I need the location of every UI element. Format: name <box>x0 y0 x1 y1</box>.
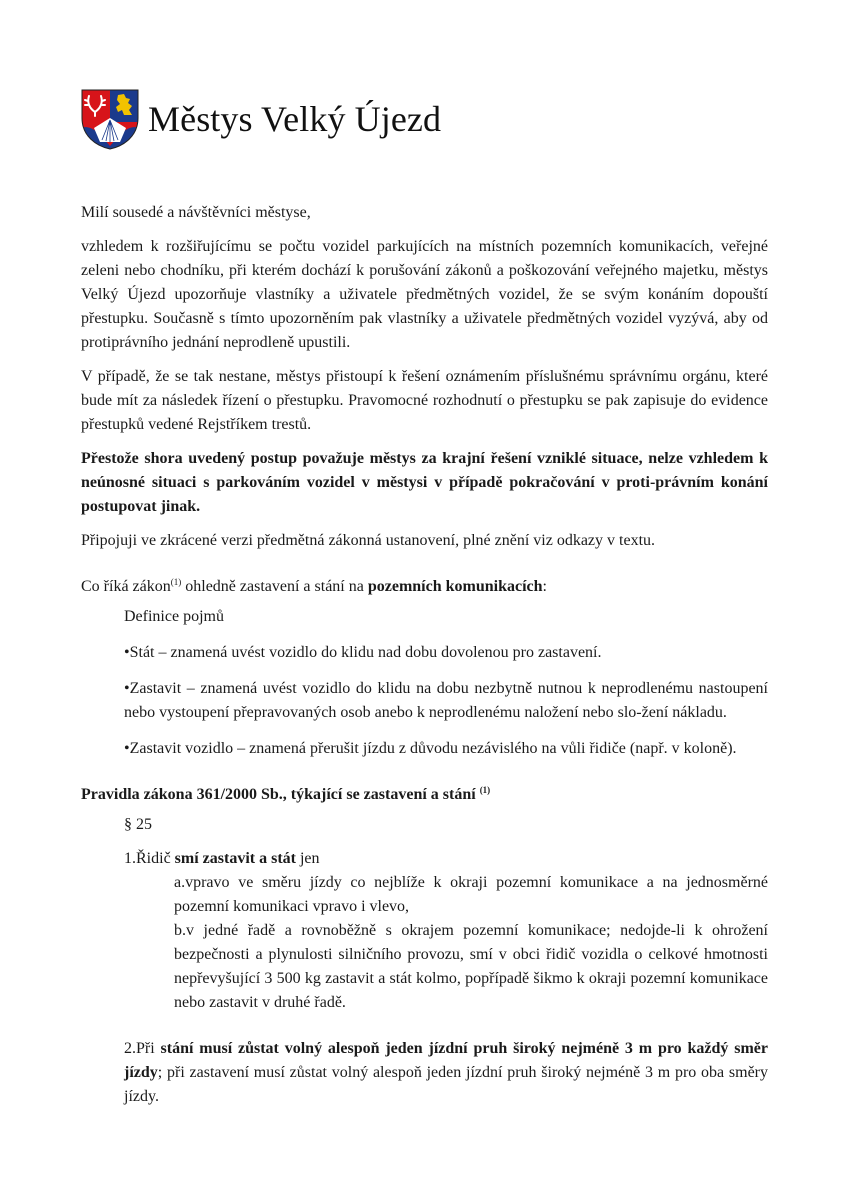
rule-1-prefix: 1.Řidič <box>124 850 175 867</box>
rule-2-prefix: 2.Při <box>124 1040 161 1057</box>
law-intro-suffix: : <box>542 578 547 595</box>
rules-heading <box>81 783 768 807</box>
section-number: § 25 <box>124 816 152 833</box>
definition-item: •Zastavit vozidlo – znamená přerušit jízdu z důvodu nezávislého na vůli řidiče (např. v koloně). <box>124 740 737 757</box>
rule-2-suffix: ; při zastavení musí zůstat volný alespoň jeden jízdní pruh široký nejméně 3 m pro oba směry jízdy. <box>124 1064 768 1105</box>
letter-body <box>81 201 768 1109</box>
definitions-heading: Definice pojmů <box>124 608 224 625</box>
definition-item: •Zastavit – znamená uvést vozidlo do klidu na dobu nezbytně nutnou k neprodlenému nastoupení nebo vystoupení přepravovaných osob anebo k neprodlenému naložení nebo slo-žení nákladu. <box>124 680 768 721</box>
footnote-ref: (1) <box>170 577 182 587</box>
coat-of-arms-icon <box>80 88 140 150</box>
law-intro-middle: ohledně zastavení a stání na <box>181 578 368 595</box>
paragraph-attachment-note: Připojuji ve zkrácené verzi předmětná zákonná ustanovení, plné znění viz odkazy v textu. <box>81 532 656 549</box>
definition-item: •Stát – znamená uvést vozidlo do klidu nad dobu dovolenou pro zastavení. <box>124 644 602 661</box>
law-intro-emphasis: pozemních komunikacích <box>367 578 543 595</box>
paragraph-intro: vzhledem k rozšiřujícímu se počtu vozidel parkujících na místních pozemních komunikacích, veřejné zeleni nebo chodníku, při kterém dochází k porušování zákonů a poškozování veřejného majetku, městys Velký Újezd upozorňuje vlastníky a uživatele předmětných vozidel, že se svým konáním dopouští přestupku. Současně s tímto upozorněním pak vlastníky a uživatele předmětných vozidel vyzývá, aby od protiprávního jednání neprodleně upustili. <box>81 238 768 351</box>
greeting: Milí sousedé a návštěvníci městyse, <box>81 204 311 221</box>
rule-2-emphasis: stání musí zůstat volný alespoň jeden jízdní pruh široký nejméně 3 m pro každý směr jízdy <box>124 1040 768 1081</box>
paragraph-warning: Přestože shora uvedený postup považuje městys za krajní řešení vzniklé situace, nelze vzhledem k neúnosné situaci s parkováním vozidel v městysi v případě pokračování v proti-právním konání postupovat jinak. <box>81 450 768 515</box>
law-intro-prefix: Co říká zákon <box>81 578 171 595</box>
rule-1-suffix: jen <box>295 850 320 867</box>
page-title: Městys Velký Újezd <box>148 99 442 139</box>
letterhead <box>80 88 441 150</box>
rule-1-emphasis: smí zastavit a stát <box>174 850 296 867</box>
law-intro <box>81 575 768 599</box>
rule-subitem-a: a.vpravo ve směru jízdy co nejblíže k okraji pozemní komunikace a na jednosměrné pozemní komunikaci vpravo i vlevo, <box>174 874 768 915</box>
rule-item-1 <box>81 847 768 871</box>
rule-item-2 <box>81 1037 768 1109</box>
rule-subitem-b: b.v jedné řadě a rovnoběžně s okrajem pozemní komunikace; nedojde-li k ohrožení bezpečnosti a plynulosti silničního provozu, smí v obci řidič vozidla o celkové hmotnosti nepřevyšující 3 500 kg zastavit a stát kolmo, popřípadě šikmo k okraji pozemní komunikace nebo zastavit v druhé řadě. <box>174 922 768 1011</box>
footnote-ref: (1) <box>479 785 491 795</box>
paragraph-consequences: V případě, že se tak nestane, městys přistoupí k řešení oznámením příslušnému správnímu orgánu, které bude mít za následek řízení o přestupku. Pravomocné rozhodnutí o přestupku se pak zapisuje do evidence přestupků vedené Rejstříkem trestů. <box>81 368 768 433</box>
rules-heading-text: Pravidla zákona 361/2000 Sb., týkající se zastavení a stání <box>81 786 480 803</box>
